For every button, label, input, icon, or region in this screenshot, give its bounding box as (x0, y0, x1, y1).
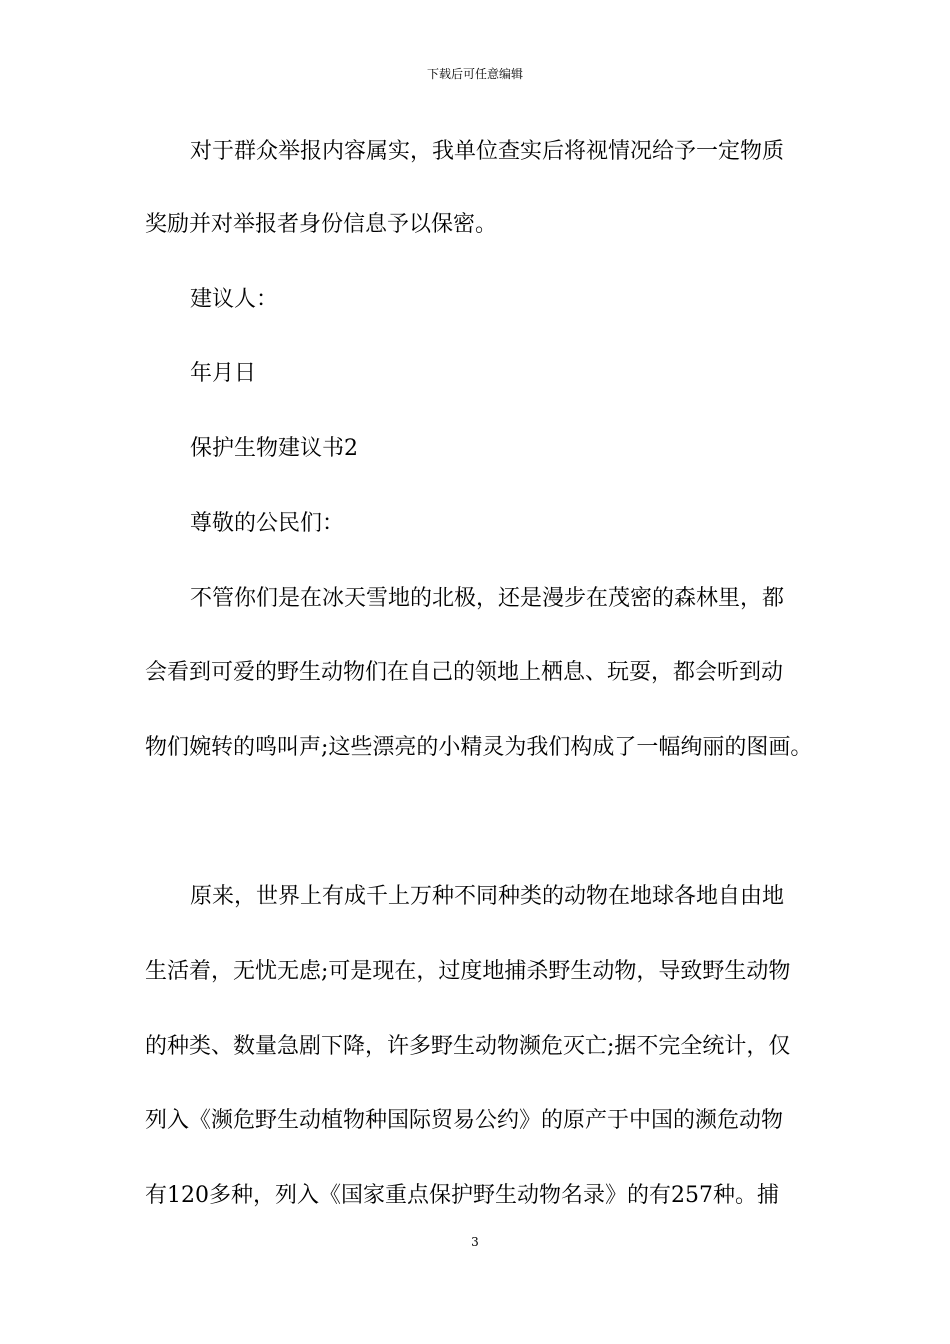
body-line: 年月日 (190, 361, 257, 386)
body-line: 会看到可爱的野生动物们在自己的领地上栖息、玩耍，都会听到动 (145, 660, 784, 685)
body-line: 奖励并对举报者身份信息予以保密。 (145, 212, 498, 237)
salutation: 尊敬的公民们： (190, 511, 345, 536)
section-title: 保护生物建议书2 (190, 436, 358, 461)
body-line: 不管你们是在冰天雪地的北极，还是漫步在茂密的森林里，都 (190, 586, 785, 611)
body-line: 建议人： (190, 287, 279, 312)
body-line: 生活着，无忧无虑;可是现在，过度地捕杀野生动物，导致野生动物 (145, 959, 791, 984)
body-line: 列入《濒危野生动植物种国际贸易公约》的原产于中国的濒危动物 (145, 1108, 784, 1133)
page-header: 下载后可任意编辑 (426, 67, 523, 81)
body-line: 对于群众举报内容属实，我单位查实后将视情况给予一定物质 (190, 139, 785, 164)
body-line: 原来，世界上有成千上万种不同种类的动物在地球各地自由地 (190, 884, 785, 909)
body-line: 的种类、数量急剧下降，许多野生动物濒危灭亡;据不完全统计，仅 (145, 1034, 791, 1059)
body-line: 物们婉转的鸣叫声;这些漂亮的小精灵为我们构成了一幅绚丽的图画。 (145, 735, 813, 760)
page-number: 3 (471, 1235, 479, 1249)
body-line: 有120多种，列入《国家重点保护野生动物名录》的有257种。捕 (145, 1183, 779, 1208)
